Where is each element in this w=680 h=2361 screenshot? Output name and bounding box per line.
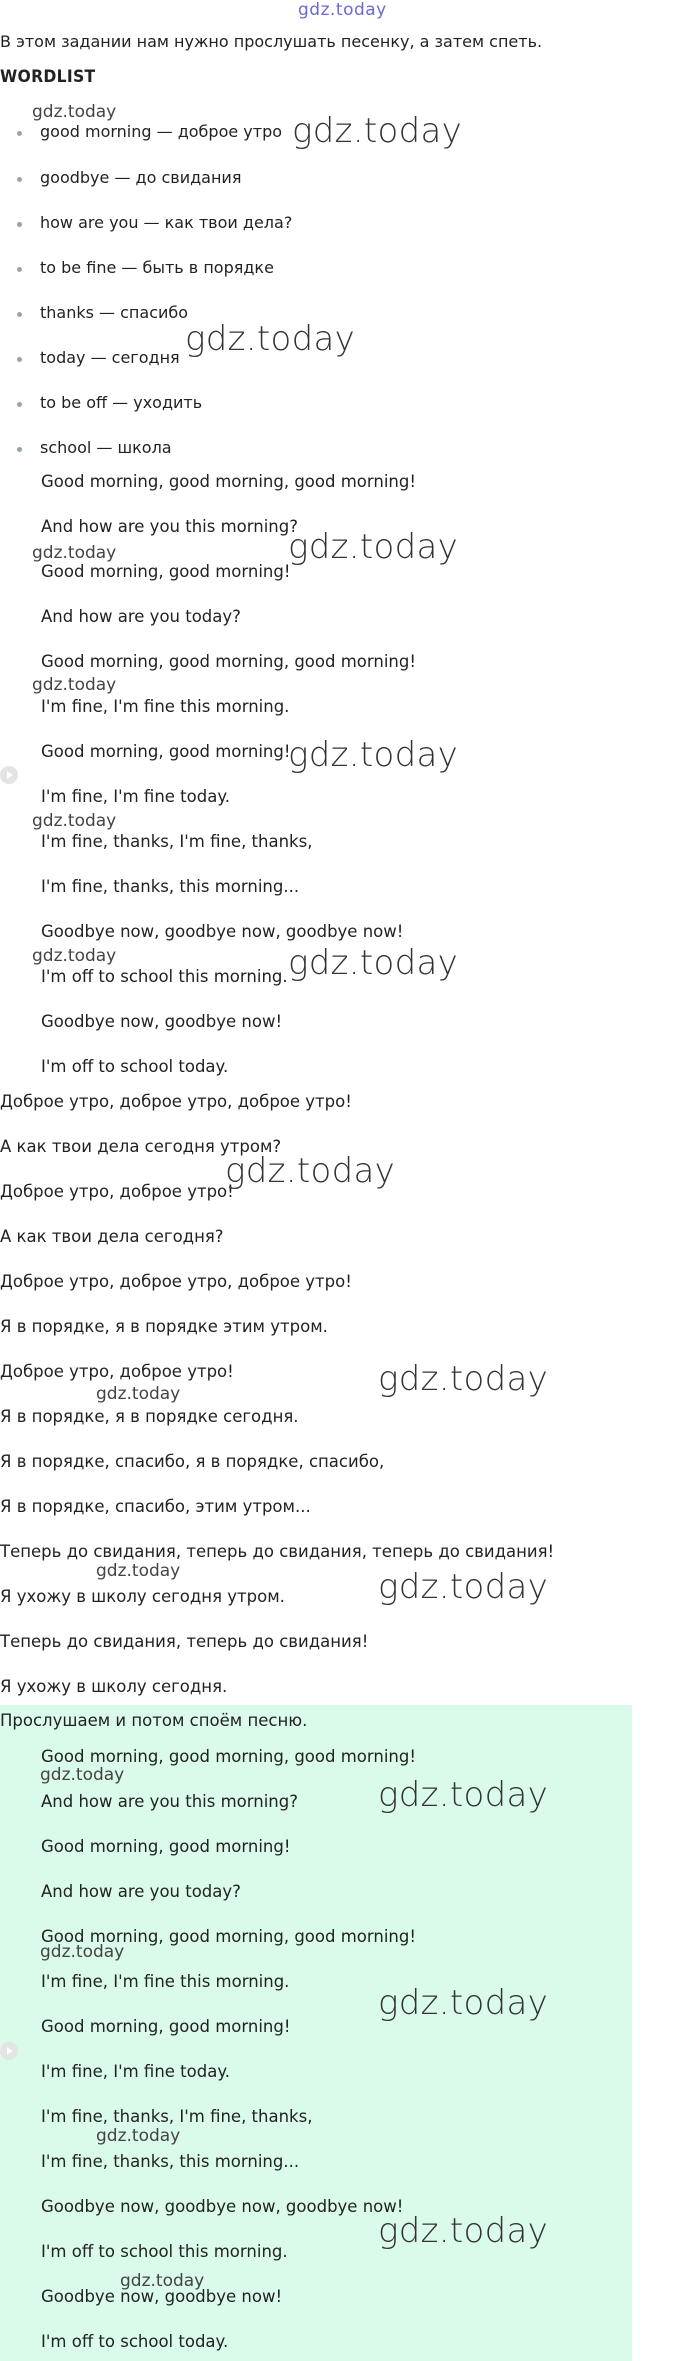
watermark: gdz.today: [32, 946, 117, 966]
song-line-ru: А как твои дела сегодня утром?: [0, 1137, 282, 1156]
song-line-en: I'm fine, thanks, this morning...: [41, 877, 300, 896]
watermark: gdz.today: [40, 1942, 125, 1962]
answer-song-line: Goodbye now, goodbye now!: [41, 2287, 283, 2306]
wordlist-item: how are you — как твои дела?: [40, 213, 293, 232]
wordlist-item: good morning — доброе утро: [40, 122, 283, 141]
answer-song-line: Good morning, good morning!: [41, 2017, 291, 2036]
song-line-ru: Доброе утро, доброе утро, доброе утро!: [0, 1272, 352, 1291]
watermark: gdz.today: [32, 675, 117, 695]
song-line-en: I'm off to school today.: [41, 1057, 229, 1076]
song-line-ru: Я в порядке, спасибо, этим утром...: [0, 1497, 311, 1516]
song-line-en: Goodbye now, goodbye now!: [41, 1012, 283, 1031]
watermark: gdz.today: [225, 1151, 396, 1191]
watermark: gdz.today: [96, 1384, 181, 1404]
song-line-ru: Я в порядке, я в порядке сегодня.: [0, 1407, 299, 1426]
watermark: gdz.today: [185, 319, 356, 359]
song-line-ru: А как твои дела сегодня?: [0, 1227, 224, 1246]
song-line-en: Goodbye now, goodbye now, goodbye now!: [41, 922, 404, 941]
answer-song-line: Good morning, good morning, good morning!: [41, 1747, 416, 1766]
song-line-en: Good morning, good morning, good morning!: [41, 652, 416, 671]
bullet-icon: [17, 131, 22, 136]
song-line-ru: Теперь до свидания, теперь до свидания!: [0, 1632, 369, 1651]
bullet-icon: [17, 357, 22, 362]
answer-song-line: I'm off to school today.: [41, 2332, 229, 2351]
wordlist-item: to be off — уходить: [40, 393, 203, 412]
watermark: gdz.today: [378, 1359, 549, 1399]
watermark: gdz.today: [288, 527, 459, 567]
watermark: gdz.today: [96, 1561, 181, 1581]
answer-song-line: And how are you this morning?: [41, 1792, 298, 1811]
song-line-en: Good morning, good morning, good morning!: [41, 472, 416, 491]
watermark: gdz.today: [378, 2211, 549, 2251]
song-line-ru: Я в порядке, спасибо, я в порядке, спасибо,: [0, 1452, 385, 1471]
song-line-ru: Я в порядке, я в порядке этим утром.: [0, 1317, 328, 1336]
song-line-en: I'm fine, I'm fine this morning.: [41, 697, 290, 716]
answer-song-line: I'm fine, I'm fine today.: [41, 2062, 230, 2081]
wordlist-item: school — школа: [40, 438, 172, 457]
audio-play-icon[interactable]: [0, 766, 18, 784]
task-intro: В этом задании нам нужно прослушать песенку, а затем спеть.: [0, 32, 543, 51]
bullet-icon: [17, 267, 22, 272]
song-line-en: I'm off to school this morning.: [41, 967, 288, 986]
watermark: gdz.today: [292, 111, 463, 151]
bullet-icon: [17, 177, 22, 182]
bullet-icon: [17, 222, 22, 227]
watermark: gdz.today: [378, 1775, 549, 1815]
watermark: gdz.today: [96, 2126, 181, 2146]
wordlist-item: goodbye — до свидания: [40, 168, 242, 187]
song-line-ru: Доброе утро, доброе утро!: [0, 1362, 234, 1381]
song-line-ru: Доброе утро, доброе утро!: [0, 1182, 234, 1201]
site-logo[interactable]: gdz.today: [298, 0, 387, 20]
song-line-en: I'm fine, thanks, I'm fine, thanks,: [41, 832, 313, 851]
watermark: gdz.today: [40, 1765, 125, 1785]
song-line-ru: Доброе утро, доброе утро, доброе утро!: [0, 1092, 352, 1111]
song-line-en: Good morning, good morning!: [41, 742, 291, 761]
audio-play-icon[interactable]: [0, 2042, 18, 2060]
answer-song-line: I'm fine, thanks, I'm fine, thanks,: [41, 2107, 313, 2126]
watermark: gdz.today: [378, 1567, 549, 1607]
watermark: gdz.today: [288, 735, 459, 775]
song-line-en: Good morning, good morning!: [41, 562, 291, 581]
song-line-ru: Теперь до свидания, теперь до свидания, теперь до свидания!: [0, 1542, 555, 1561]
answer-song-line: I'm off to school this morning.: [41, 2242, 288, 2261]
song-line-ru: Я ухожу в школу сегодня.: [0, 1677, 228, 1696]
bullet-icon: [17, 447, 22, 452]
watermark: gdz.today: [32, 102, 117, 122]
bullet-icon: [17, 312, 22, 317]
answer-song-line: Good morning, good morning, good morning!: [41, 1927, 416, 1946]
answer-song-line: Good morning, good morning!: [41, 1837, 291, 1856]
watermark: gdz.today: [32, 543, 117, 563]
answer-song-line: Goodbye now, goodbye now, goodbye now!: [41, 2197, 404, 2216]
wordlist-heading: WORDLIST: [0, 67, 96, 87]
bullet-icon: [17, 402, 22, 407]
wordlist-item: to be fine — быть в порядке: [40, 258, 274, 277]
answer-song-line: I'm fine, thanks, this morning...: [41, 2152, 300, 2171]
watermark: gdz.today: [120, 2271, 205, 2291]
song-line-en: And how are you this morning?: [41, 517, 298, 536]
watermark: gdz.today: [288, 943, 459, 983]
watermark: gdz.today: [378, 1983, 549, 2023]
song-line-en: And how are you today?: [41, 607, 241, 626]
song-line-ru: Я ухожу в школу сегодня утром.: [0, 1587, 285, 1606]
song-line-en: I'm fine, I'm fine today.: [41, 787, 230, 806]
watermark: gdz.today: [32, 811, 117, 831]
answer-title: Прослушаем и потом споём песню.: [0, 1711, 308, 1730]
answer-song-line: I'm fine, I'm fine this morning.: [41, 1972, 290, 1991]
wordlist-item: today — сегодня: [40, 348, 180, 367]
wordlist-item: thanks — спасибо: [40, 303, 189, 322]
answer-song-line: And how are you today?: [41, 1882, 241, 1901]
